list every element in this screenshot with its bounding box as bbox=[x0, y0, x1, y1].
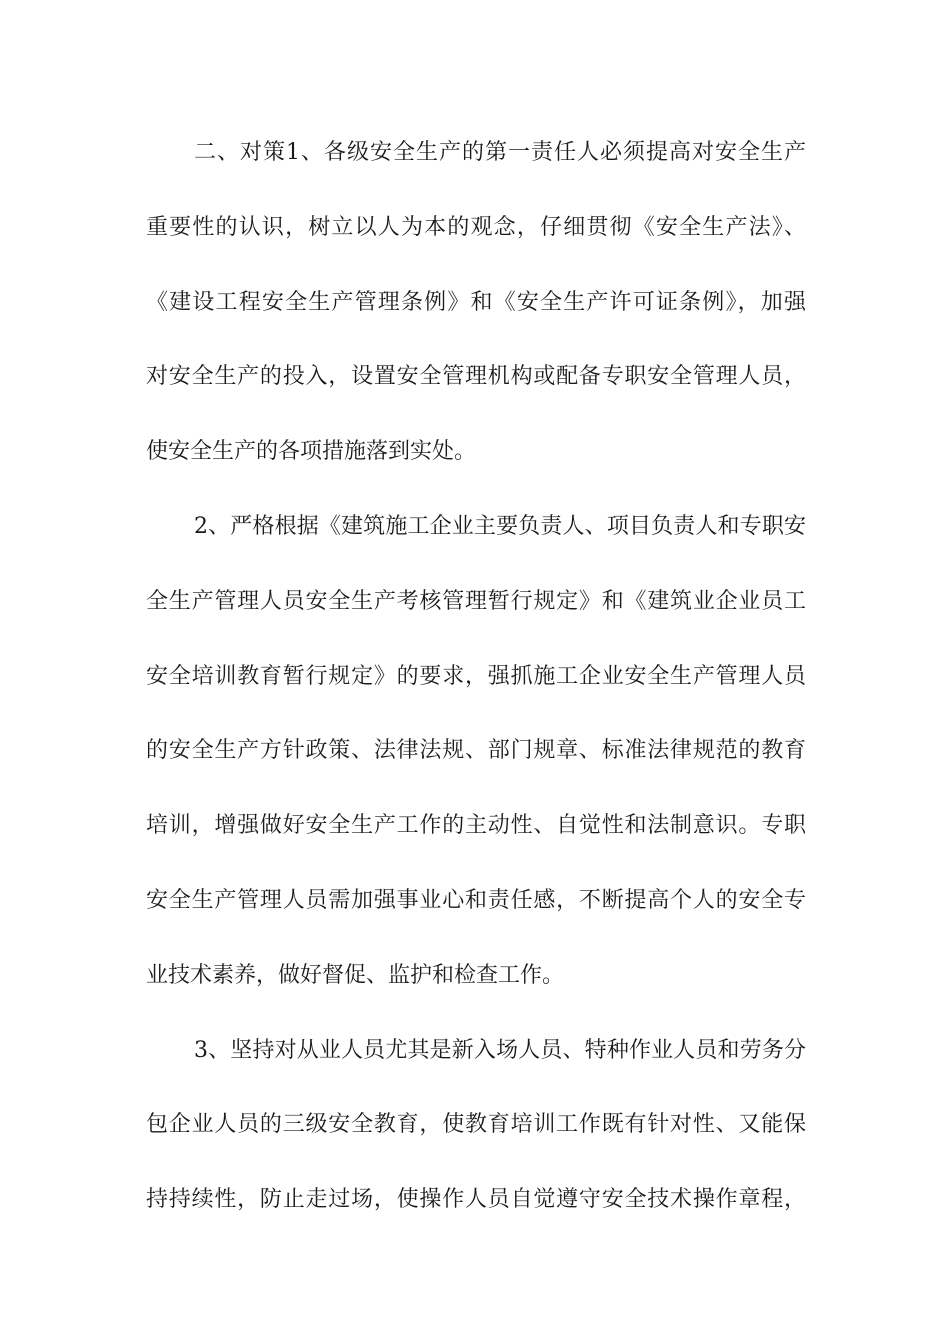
paragraph-3-line-1: 3、坚持对从业人员尤其是新入场人员、特种作业人员和劳务分 bbox=[194, 1038, 806, 1063]
paragraph-2-line-1: 2、严格根据《建筑施工企业主要负责人、项目负责人和专职安 bbox=[194, 514, 806, 539]
paragraph-2-line-2: 全生产管理人员安全生产考核管理暂行规定》和《建筑业企业员工 bbox=[146, 589, 806, 614]
paragraph-1-line-3: 《建设工程安全生产管理条例》和《安全生产许可证条例》，加强 bbox=[146, 290, 806, 315]
paragraph-2-line-6: 安全生产管理人员需加强事业心和责任感，不断提高个人的安全专 bbox=[146, 888, 806, 913]
paragraph-2-line-4: 的安全生产方针政策、法律法规、部门规章、标准法律规范的教育 bbox=[146, 738, 806, 763]
paragraph-1-line-2: 重要性的认识，树立以人为本的观念，仔细贯彻《安全生产法》、 bbox=[146, 215, 806, 240]
paragraph-3-line-3: 持持续性，防止走过场，使操作人员自觉遵守安全技术操作章程， bbox=[146, 1187, 806, 1212]
paragraph-2-line-7: 业技术素养，做好督促、监护和检查工作。 bbox=[146, 963, 565, 988]
paragraph-2-line-5: 培训，增强做好安全生产工作的主动性、自觉性和法制意识。专职 bbox=[146, 813, 806, 838]
paragraph-1-line-1: 二、对策1、各级安全生产的第一责任人必须提高对安全生产 bbox=[194, 140, 806, 165]
paragraph-1-line-4: 对安全生产的投入，设置安全管理机构或配备专职安全管理人员， bbox=[146, 364, 806, 389]
paragraph-1-line-5: 使安全生产的各项措施落到实处。 bbox=[146, 439, 477, 464]
paragraph-3-line-2: 包企业人员的三级安全教育，使教育培训工作既有针对性、又能保 bbox=[146, 1112, 806, 1137]
paragraph-2-line-3: 安全培训教育暂行规定》的要求，强抓施工企业安全生产管理人员 bbox=[146, 664, 806, 689]
